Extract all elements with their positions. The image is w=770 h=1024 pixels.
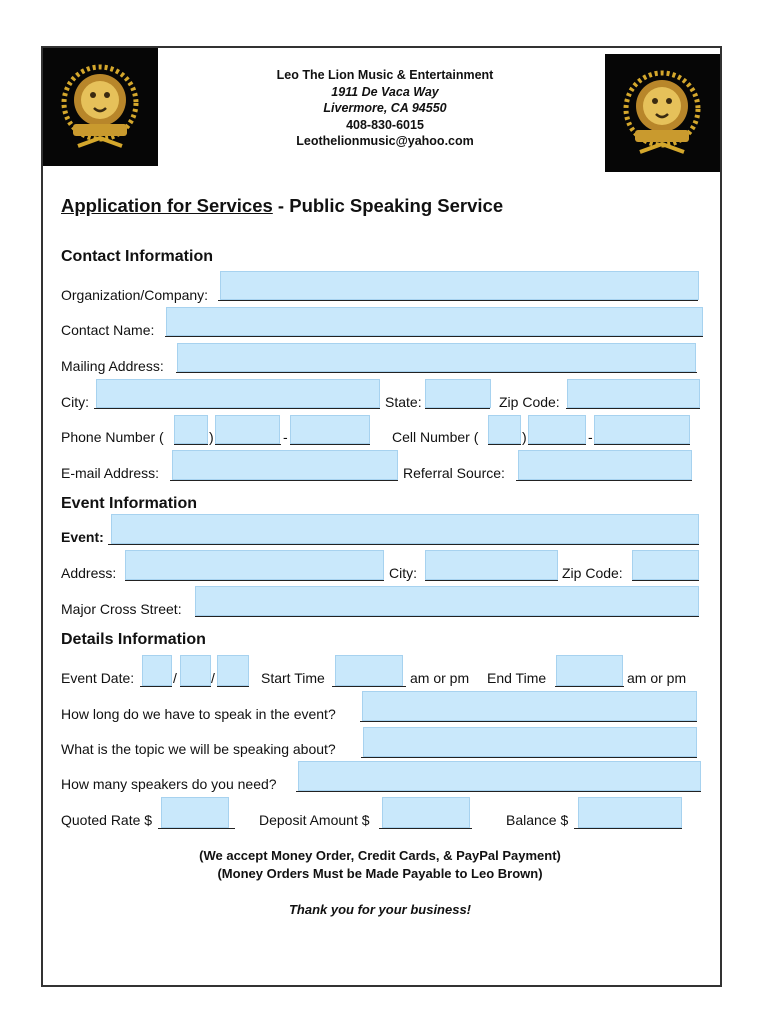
lion-logo-icon: [43, 48, 158, 166]
event-address-label: Address:: [61, 565, 117, 581]
start-time-underline: [332, 686, 406, 687]
event-date-label: Event Date:: [61, 670, 135, 686]
speakers-field[interactable]: [298, 761, 701, 791]
cross-street-label: Major Cross Street:: [61, 601, 182, 617]
topic-question: What is the topic we will be speaking about?: [61, 741, 336, 757]
event-city-field[interactable]: [425, 550, 558, 580]
balance-label: Balance $: [506, 812, 569, 828]
event-date-month-field[interactable]: [142, 655, 172, 686]
cell-label: Cell Number (: [392, 429, 479, 445]
company-name: Leo The Lion Music & Entertainment: [276, 68, 494, 82]
deposit-field[interactable]: [382, 797, 470, 828]
contact-name-field[interactable]: [166, 307, 703, 336]
cell-area-underline: [488, 444, 521, 445]
event-heading: Event Information: [61, 495, 198, 512]
end-ampm-label: am or pm: [627, 670, 687, 686]
speakers-question: How many speakers do you need?: [61, 776, 277, 792]
phone-dash: -: [283, 429, 288, 445]
letterhead: [200, 67, 570, 150]
city-field[interactable]: [96, 379, 380, 408]
date-slash-1: /: [173, 670, 177, 686]
cell-dash: -: [588, 429, 593, 445]
event-address-underline: [125, 580, 384, 581]
phone-line-underline: [290, 444, 370, 445]
balance-underline: [574, 828, 682, 829]
zip-underline: [566, 408, 700, 409]
org-field[interactable]: [220, 271, 699, 300]
date-year-underline: [217, 686, 249, 687]
start-time-label: Start Time: [261, 670, 325, 686]
end-time-label: End Time: [487, 670, 547, 686]
lion-logo-icon: [605, 54, 720, 172]
zip-field[interactable]: [567, 379, 700, 408]
length-field[interactable]: [362, 691, 697, 721]
date-month-underline: [140, 686, 172, 687]
event-label: Event:: [61, 529, 104, 545]
org-underline: [218, 300, 698, 301]
referral-underline: [516, 480, 692, 481]
phone-paren-close: ): [209, 429, 214, 445]
event-date-year-field[interactable]: [217, 655, 249, 686]
email-underline: [170, 480, 398, 481]
phone-prefix-field[interactable]: [215, 415, 280, 444]
deposit-label: Deposit Amount $: [259, 812, 370, 828]
page-title: [61, 195, 503, 217]
mailing-address-field[interactable]: [177, 343, 696, 372]
details-heading: Details Information: [61, 631, 206, 648]
balance-field[interactable]: [578, 797, 682, 828]
deposit-underline: [379, 828, 472, 829]
topic-field[interactable]: [363, 727, 697, 757]
event-city-label: City:: [389, 565, 417, 581]
payment-note: [80, 847, 680, 883]
street-address: 1911 De Vaca Way: [331, 84, 439, 99]
referral-field[interactable]: [518, 450, 692, 480]
speakers-underline: [296, 791, 701, 792]
city-label: City:: [61, 394, 89, 410]
state-field[interactable]: [425, 379, 491, 408]
event-zip-field[interactable]: [632, 550, 699, 580]
event-address-field[interactable]: [125, 550, 384, 580]
quoted-rate-underline: [158, 828, 235, 829]
title-sub: - Public Speaking Service: [272, 195, 504, 216]
event-date-day-field[interactable]: [180, 655, 211, 686]
cell-prefix-field[interactable]: [528, 415, 586, 444]
mailing-address-underline: [176, 372, 697, 373]
email-address: Leothelionmusic@yahoo.com: [296, 134, 474, 148]
quoted-rate-field[interactable]: [161, 797, 229, 828]
cross-street-underline: [195, 616, 699, 617]
end-time-field[interactable]: [556, 655, 623, 686]
start-ampm-label: am or pm: [410, 670, 470, 686]
payable-to-text: (Money Orders Must be Made Payable to Leo Brown): [217, 866, 543, 881]
contact-name-label: Contact Name:: [61, 322, 155, 338]
email-label: E-mail Address:: [61, 465, 160, 481]
contact-name-underline: [165, 336, 703, 337]
end-time-underline: [555, 686, 624, 687]
thank-you-text: Thank you for your business!: [288, 902, 472, 917]
date-slash-2: /: [211, 670, 215, 686]
cell-line-field[interactable]: [594, 415, 690, 444]
cross-street-field[interactable]: [195, 586, 699, 616]
quoted-rate-label: Quoted Rate $: [61, 812, 153, 828]
payment-methods-text: (We accept Money Order, Credit Cards, & PayPal Payment): [199, 848, 561, 863]
date-day-underline: [180, 686, 211, 687]
topic-underline: [361, 757, 697, 758]
email-field[interactable]: [172, 450, 398, 480]
city-state-zip: Livermore, CA 94550: [323, 101, 447, 115]
state-underline: [425, 408, 490, 409]
cell-line-underline: [594, 444, 690, 445]
phone-line-field[interactable]: [290, 415, 370, 444]
referral-label: Referral Source:: [403, 465, 505, 481]
event-field[interactable]: [111, 514, 699, 544]
city-underline: [94, 408, 380, 409]
phone-prefix-underline: [215, 444, 281, 445]
event-zip-label: Zip Code:: [562, 565, 623, 581]
event-zip-underline: [632, 580, 699, 581]
mailing-address-label: Mailing Address:: [61, 358, 164, 374]
length-underline: [360, 721, 697, 722]
cell-prefix-underline: [528, 444, 586, 445]
contact-heading: Contact Information: [61, 248, 213, 265]
zip-label: Zip Code:: [499, 394, 560, 410]
cell-paren-close: ): [522, 429, 527, 445]
phone-area-underline: [174, 444, 208, 445]
cell-area-code-field[interactable]: [488, 415, 521, 444]
length-question: How long do we have to speak in the event?: [61, 706, 336, 722]
start-time-field[interactable]: [335, 655, 403, 686]
phone-area-code-field[interactable]: [174, 415, 208, 444]
state-label: State:: [385, 394, 422, 410]
org-label: Organization/Company:: [61, 287, 209, 303]
phone-label: Phone Number (: [61, 429, 164, 445]
phone-number: 408-830-6015: [346, 117, 424, 132]
event-city-underline: [425, 580, 558, 581]
title-main: Application for Services: [61, 195, 273, 216]
event-underline: [108, 544, 699, 545]
